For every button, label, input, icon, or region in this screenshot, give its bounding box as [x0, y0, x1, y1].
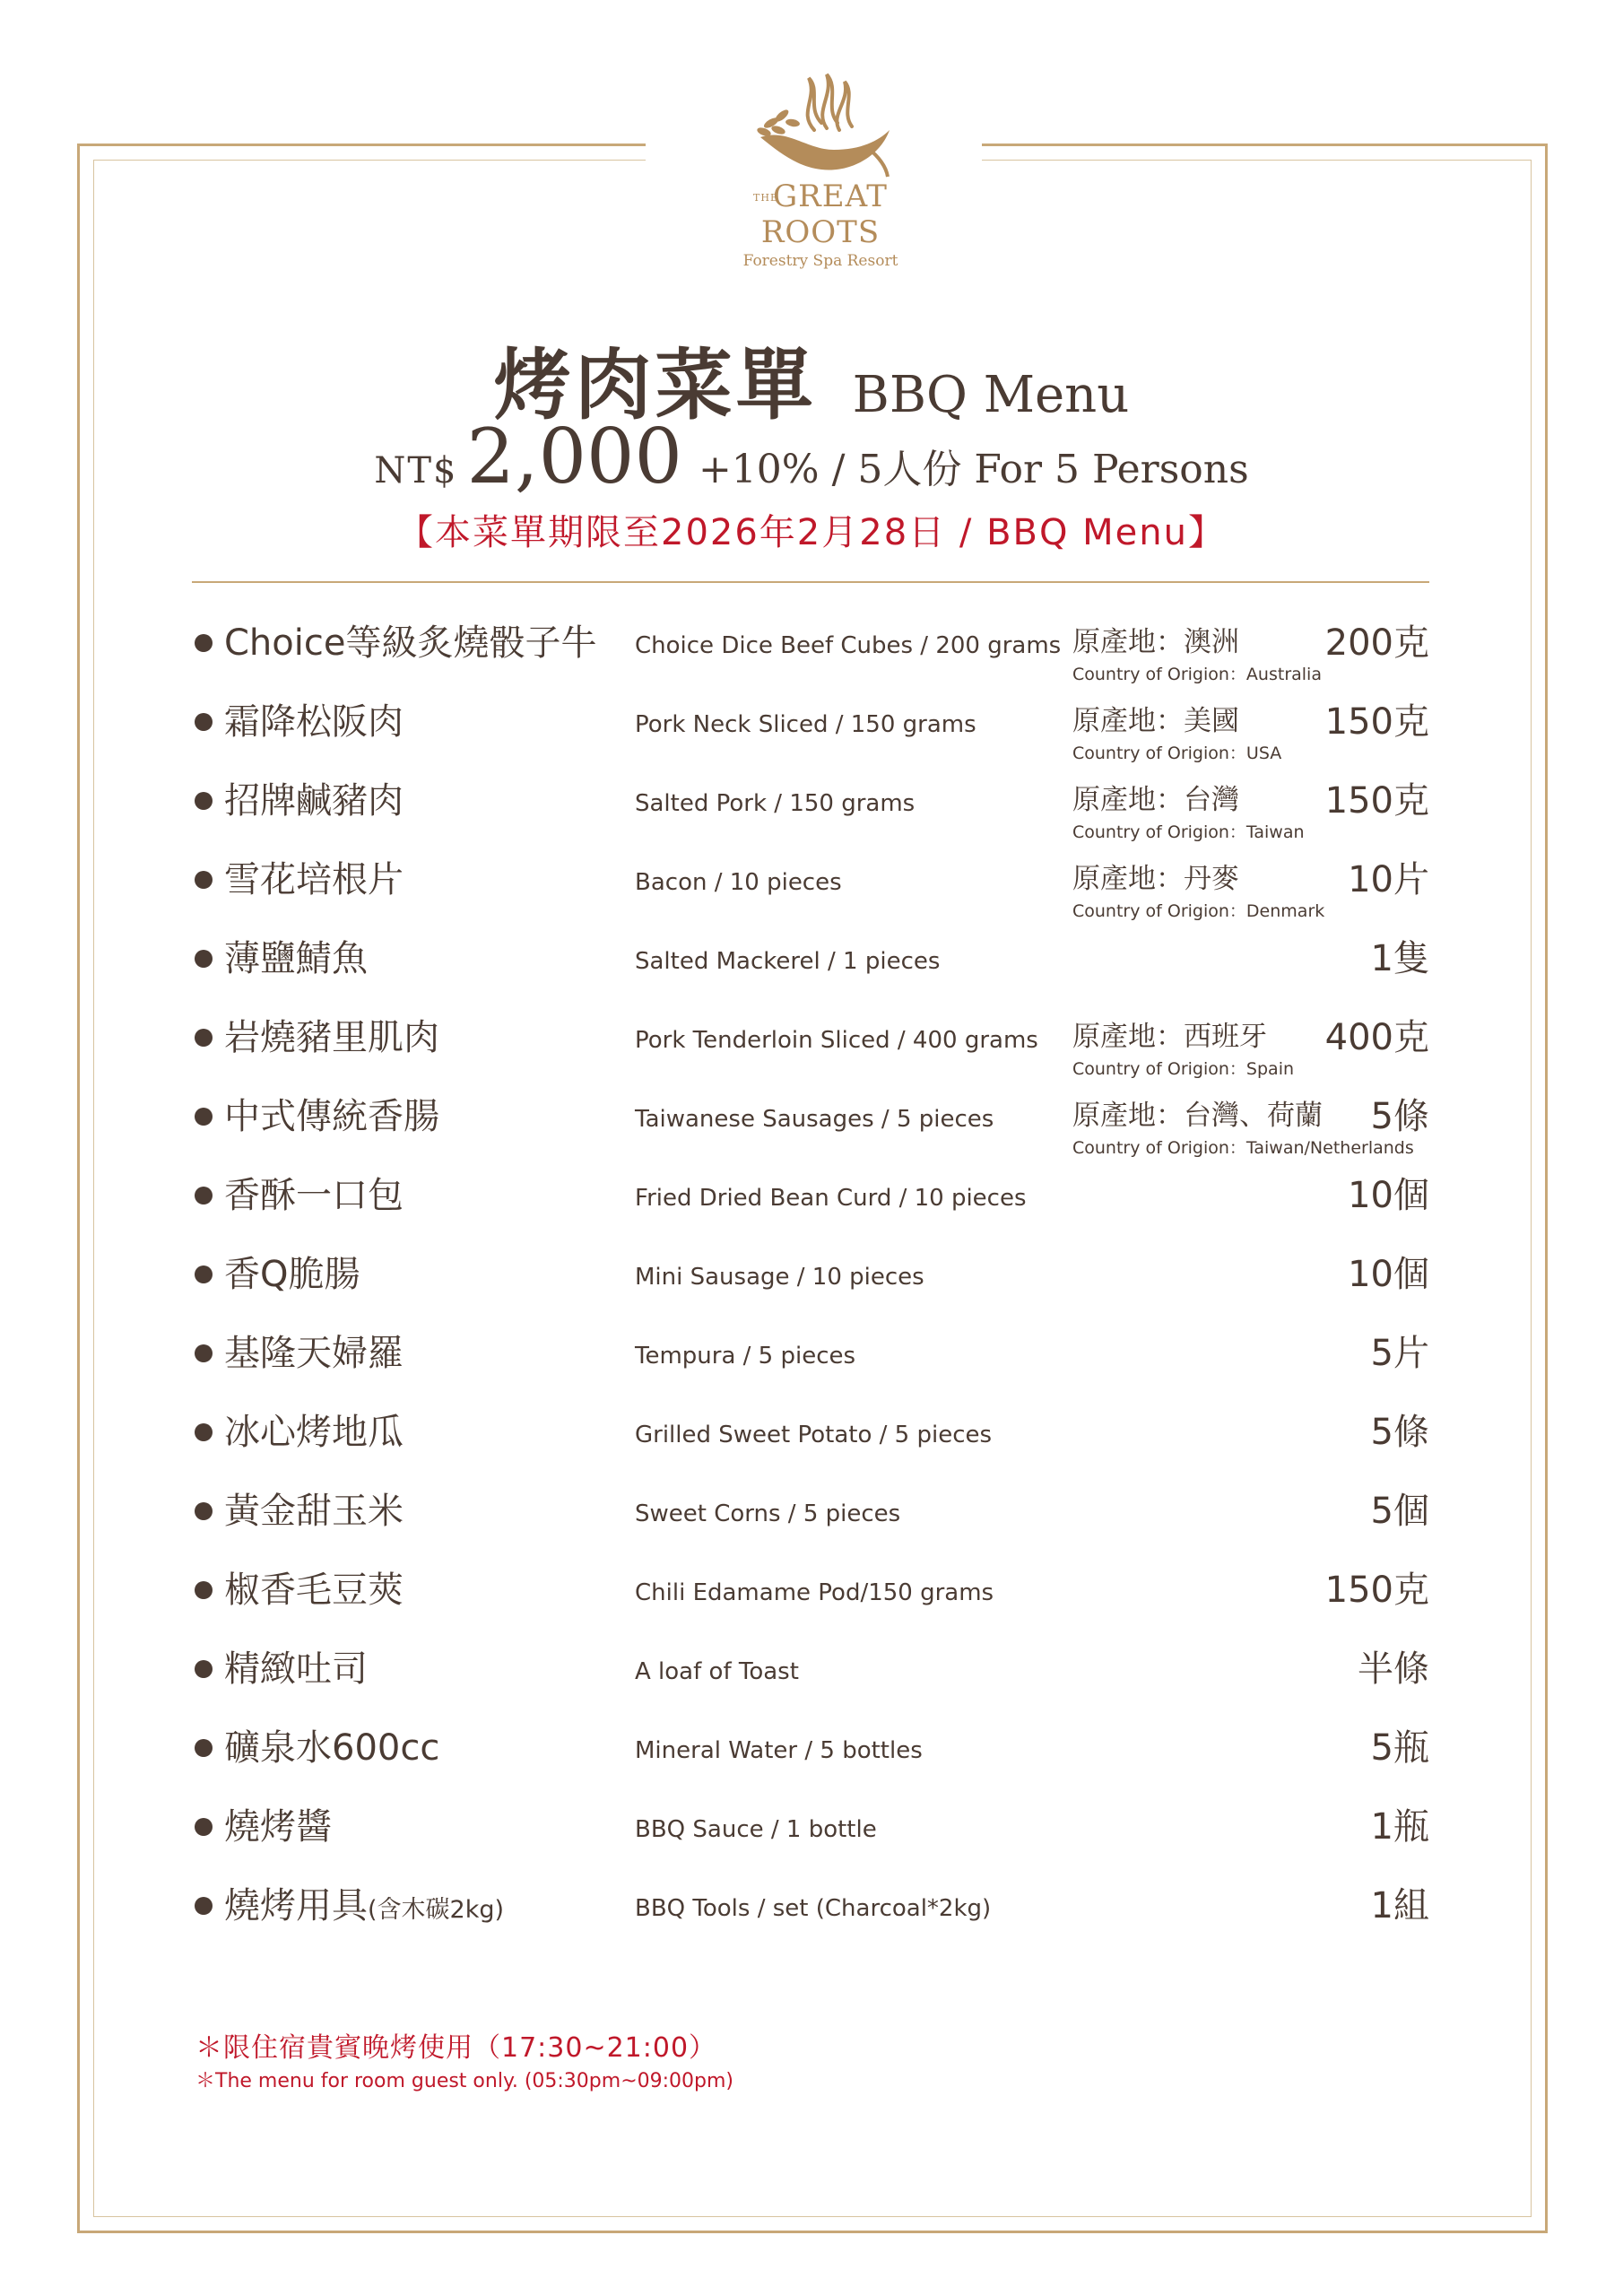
item-name-zh-main: 燒烤醬 — [224, 1806, 332, 1848]
item-name-zh — [224, 1329, 404, 1378]
item-name-zh-main: 基隆天婦羅 — [224, 1333, 404, 1374]
item-name-zh — [224, 1882, 504, 1935]
item-name-zh-main: 岩燒豬里肌肉 — [224, 1017, 439, 1058]
bullet-icon — [195, 1187, 213, 1205]
price-suffix: +10% / 5人份 For 5 Persons — [698, 447, 1249, 492]
item-name-zh-main: 香Q脆腸 — [224, 1254, 360, 1295]
bird-leaf-logo-icon — [744, 67, 897, 184]
menu-item — [192, 1724, 1429, 1803]
item-name-zh-main: 招牌鹹豬肉 — [224, 780, 404, 822]
title-en: BBQ Menu — [852, 366, 1130, 424]
item-origin-en: Country of Origion：Taiwan/Netherlands — [1072, 1138, 1414, 1158]
item-origin-en: Country of Origion：Australia — [1072, 665, 1322, 684]
item-name-zh — [224, 698, 404, 746]
title-zh: 烤肉菜單 — [493, 340, 817, 430]
item-origin: 原產地：美國 — [1072, 705, 1239, 737]
item-name-zh-main: 香酥一口包 — [224, 1175, 404, 1216]
menu-item — [192, 1645, 1429, 1724]
menu-item — [192, 1408, 1429, 1487]
item-name-zh — [224, 1645, 368, 1693]
brand-the: THE — [753, 192, 778, 204]
item-name-zh-main: 冰心烤地瓜 — [224, 1412, 404, 1453]
menu-item — [192, 935, 1429, 1013]
menu-item — [192, 1250, 1429, 1329]
item-quantity: 10個 — [1348, 1254, 1429, 1295]
menu-item — [192, 619, 1429, 698]
bullet-icon — [195, 1739, 213, 1757]
price-line — [0, 413, 1623, 500]
menu-item — [192, 1171, 1429, 1250]
item-name-en: Tempura / 5 pieces — [635, 1343, 856, 1370]
item-name-en: A loaf of Toast — [635, 1658, 799, 1685]
item-name-zh-main: 雪花培根片 — [224, 859, 404, 900]
item-name-zh — [224, 1566, 404, 1614]
item-name-zh-main: 黃金甜玉米 — [224, 1491, 404, 1532]
validity-notice: 【本菜單期限至2026年2月28日 / BBQ Menu】 — [397, 512, 1226, 553]
item-name-zh — [224, 856, 404, 904]
item-origin-en: Country of Origion：Denmark — [1072, 901, 1325, 921]
item-name-en: Salted Mackerel / 1 pieces — [635, 948, 941, 975]
menu-item — [192, 777, 1429, 856]
item-name-en: BBQ Sauce / 1 bottle — [635, 1816, 877, 1843]
item-name-en: Pork Tenderloin Sliced / 400 grams — [635, 1027, 1038, 1054]
menu-item — [192, 1566, 1429, 1645]
brand-title: GREAT ROOTS — [760, 178, 888, 250]
item-name-zh-main: 霜降松阪肉 — [224, 701, 404, 743]
item-name-zh-main: 椒香毛豆莢 — [224, 1570, 404, 1611]
item-quantity: 1隻 — [1370, 938, 1429, 979]
price-amount: 2,000 — [466, 413, 682, 500]
item-name-zh-main: 礦泉水600cc — [224, 1727, 440, 1769]
bullet-icon — [195, 1818, 213, 1836]
item-name-en: Bacon / 10 pieces — [635, 869, 842, 896]
menu-item — [192, 1013, 1429, 1092]
bullet-icon — [195, 1029, 213, 1047]
item-origin: 原產地：澳洲 — [1072, 626, 1239, 658]
item-name-zh-main: 精緻吐司 — [224, 1648, 368, 1690]
item-quantity: 200克 — [1324, 622, 1429, 664]
item-quantity: 1瓶 — [1370, 1806, 1429, 1848]
item-quantity: 150克 — [1324, 1570, 1429, 1611]
item-name-zh — [224, 1171, 404, 1220]
item-name-zh-main: Choice等級炙燒骰子牛 — [224, 622, 597, 664]
item-quantity: 1組 — [1370, 1885, 1429, 1926]
menu-item — [192, 1329, 1429, 1408]
item-name-en: BBQ Tools / set (Charcoal*2kg) — [635, 1895, 992, 1922]
item-origin: 原產地：台灣 — [1072, 784, 1239, 816]
item-quantity: 5瓶 — [1370, 1727, 1429, 1769]
item-name-zh-main: 薄鹽鯖魚 — [224, 938, 368, 979]
item-origin: 原產地：台灣、荷蘭 — [1072, 1100, 1323, 1132]
price-currency: NT$ — [374, 450, 458, 491]
item-quantity: 5個 — [1370, 1491, 1429, 1532]
menu-list — [192, 619, 1429, 1961]
item-name-en: Pork Neck Sliced / 150 grams — [635, 711, 976, 738]
divider — [192, 581, 1429, 583]
item-name-en: Taiwanese Sausages / 5 pieces — [635, 1106, 994, 1133]
item-name-en: Salted Pork / 150 grams — [635, 790, 916, 817]
footnote-en: ＊The menu for room guest only. (05:30pm~09:00pm) — [195, 2070, 734, 2092]
item-name-zh-main: 燒烤用具 — [224, 1885, 368, 1926]
brand-name — [708, 178, 933, 250]
logo — [708, 67, 933, 274]
item-origin: 原產地：丹麥 — [1072, 863, 1239, 895]
bullet-icon — [195, 634, 213, 652]
item-quantity: 150克 — [1324, 780, 1429, 822]
item-name-zh — [224, 1013, 439, 1062]
item-name-en: Grilled Sweet Potato / 5 pieces — [635, 1422, 993, 1448]
brand-subtitle: Forestry Spa Resort — [742, 252, 898, 270]
item-quantity: 400克 — [1324, 1017, 1429, 1058]
item-origin-en: Country of Origion：USA — [1072, 744, 1282, 763]
item-name-zh — [224, 1487, 404, 1535]
bullet-icon — [195, 1502, 213, 1520]
item-name-zh — [224, 1250, 360, 1299]
bullet-icon — [195, 950, 213, 968]
bullet-icon — [195, 1423, 213, 1441]
item-name-zh — [224, 619, 596, 667]
item-quantity: 5片 — [1370, 1333, 1429, 1374]
item-origin: 原產地：西班牙 — [1072, 1021, 1267, 1053]
item-name-zh — [224, 1092, 439, 1141]
bullet-icon — [195, 1581, 213, 1599]
bullet-icon — [195, 1344, 213, 1362]
bullet-icon — [195, 871, 213, 889]
item-name-zh — [224, 1408, 404, 1457]
bullet-icon — [195, 792, 213, 810]
bullet-icon — [195, 1660, 213, 1678]
item-name-zh-main: 中式傳統香腸 — [224, 1096, 439, 1137]
bullet-icon — [195, 1265, 213, 1283]
item-name-en: Sweet Corns / 5 pieces — [635, 1500, 901, 1527]
bullet-icon — [195, 713, 213, 731]
item-name-en: Chili Edamame Pod/150 grams — [635, 1579, 994, 1606]
bullet-icon — [195, 1108, 213, 1126]
item-name-en: Choice Dice Beef Cubes / 200 grams — [635, 632, 1062, 659]
footnote-zh: ＊限住宿貴賓晚烤使用（17:30~21:00） — [195, 2032, 717, 2064]
item-quantity: 5條 — [1370, 1096, 1429, 1137]
menu-item — [192, 698, 1429, 777]
item-quantity: 5條 — [1370, 1412, 1429, 1453]
item-name-en: Mini Sausage / 10 pieces — [635, 1264, 924, 1291]
item-quantity: 半條 — [1358, 1648, 1429, 1690]
item-name-en: Mineral Water / 5 bottles — [635, 1737, 923, 1764]
item-quantity: 10片 — [1348, 859, 1429, 900]
item-quantity: 150克 — [1324, 701, 1429, 743]
menu-item — [192, 1882, 1429, 1961]
item-quantity: 10個 — [1348, 1175, 1429, 1216]
bullet-icon — [195, 1897, 213, 1915]
item-name-en: Fried Dried Bean Curd / 10 pieces — [635, 1185, 1027, 1212]
item-name-zh-note: (含木碳2kg) — [368, 1896, 505, 1924]
menu-item — [192, 1803, 1429, 1882]
menu-item — [192, 856, 1429, 935]
item-name-zh — [224, 1724, 439, 1772]
item-origin-en: Country of Origion：Spain — [1072, 1059, 1295, 1079]
menu-item — [192, 1092, 1429, 1171]
item-name-zh — [224, 777, 404, 825]
item-name-zh — [224, 1803, 332, 1851]
item-name-zh — [224, 935, 368, 983]
menu-item — [192, 1487, 1429, 1566]
item-origin-en: Country of Origion：Taiwan — [1072, 822, 1305, 842]
